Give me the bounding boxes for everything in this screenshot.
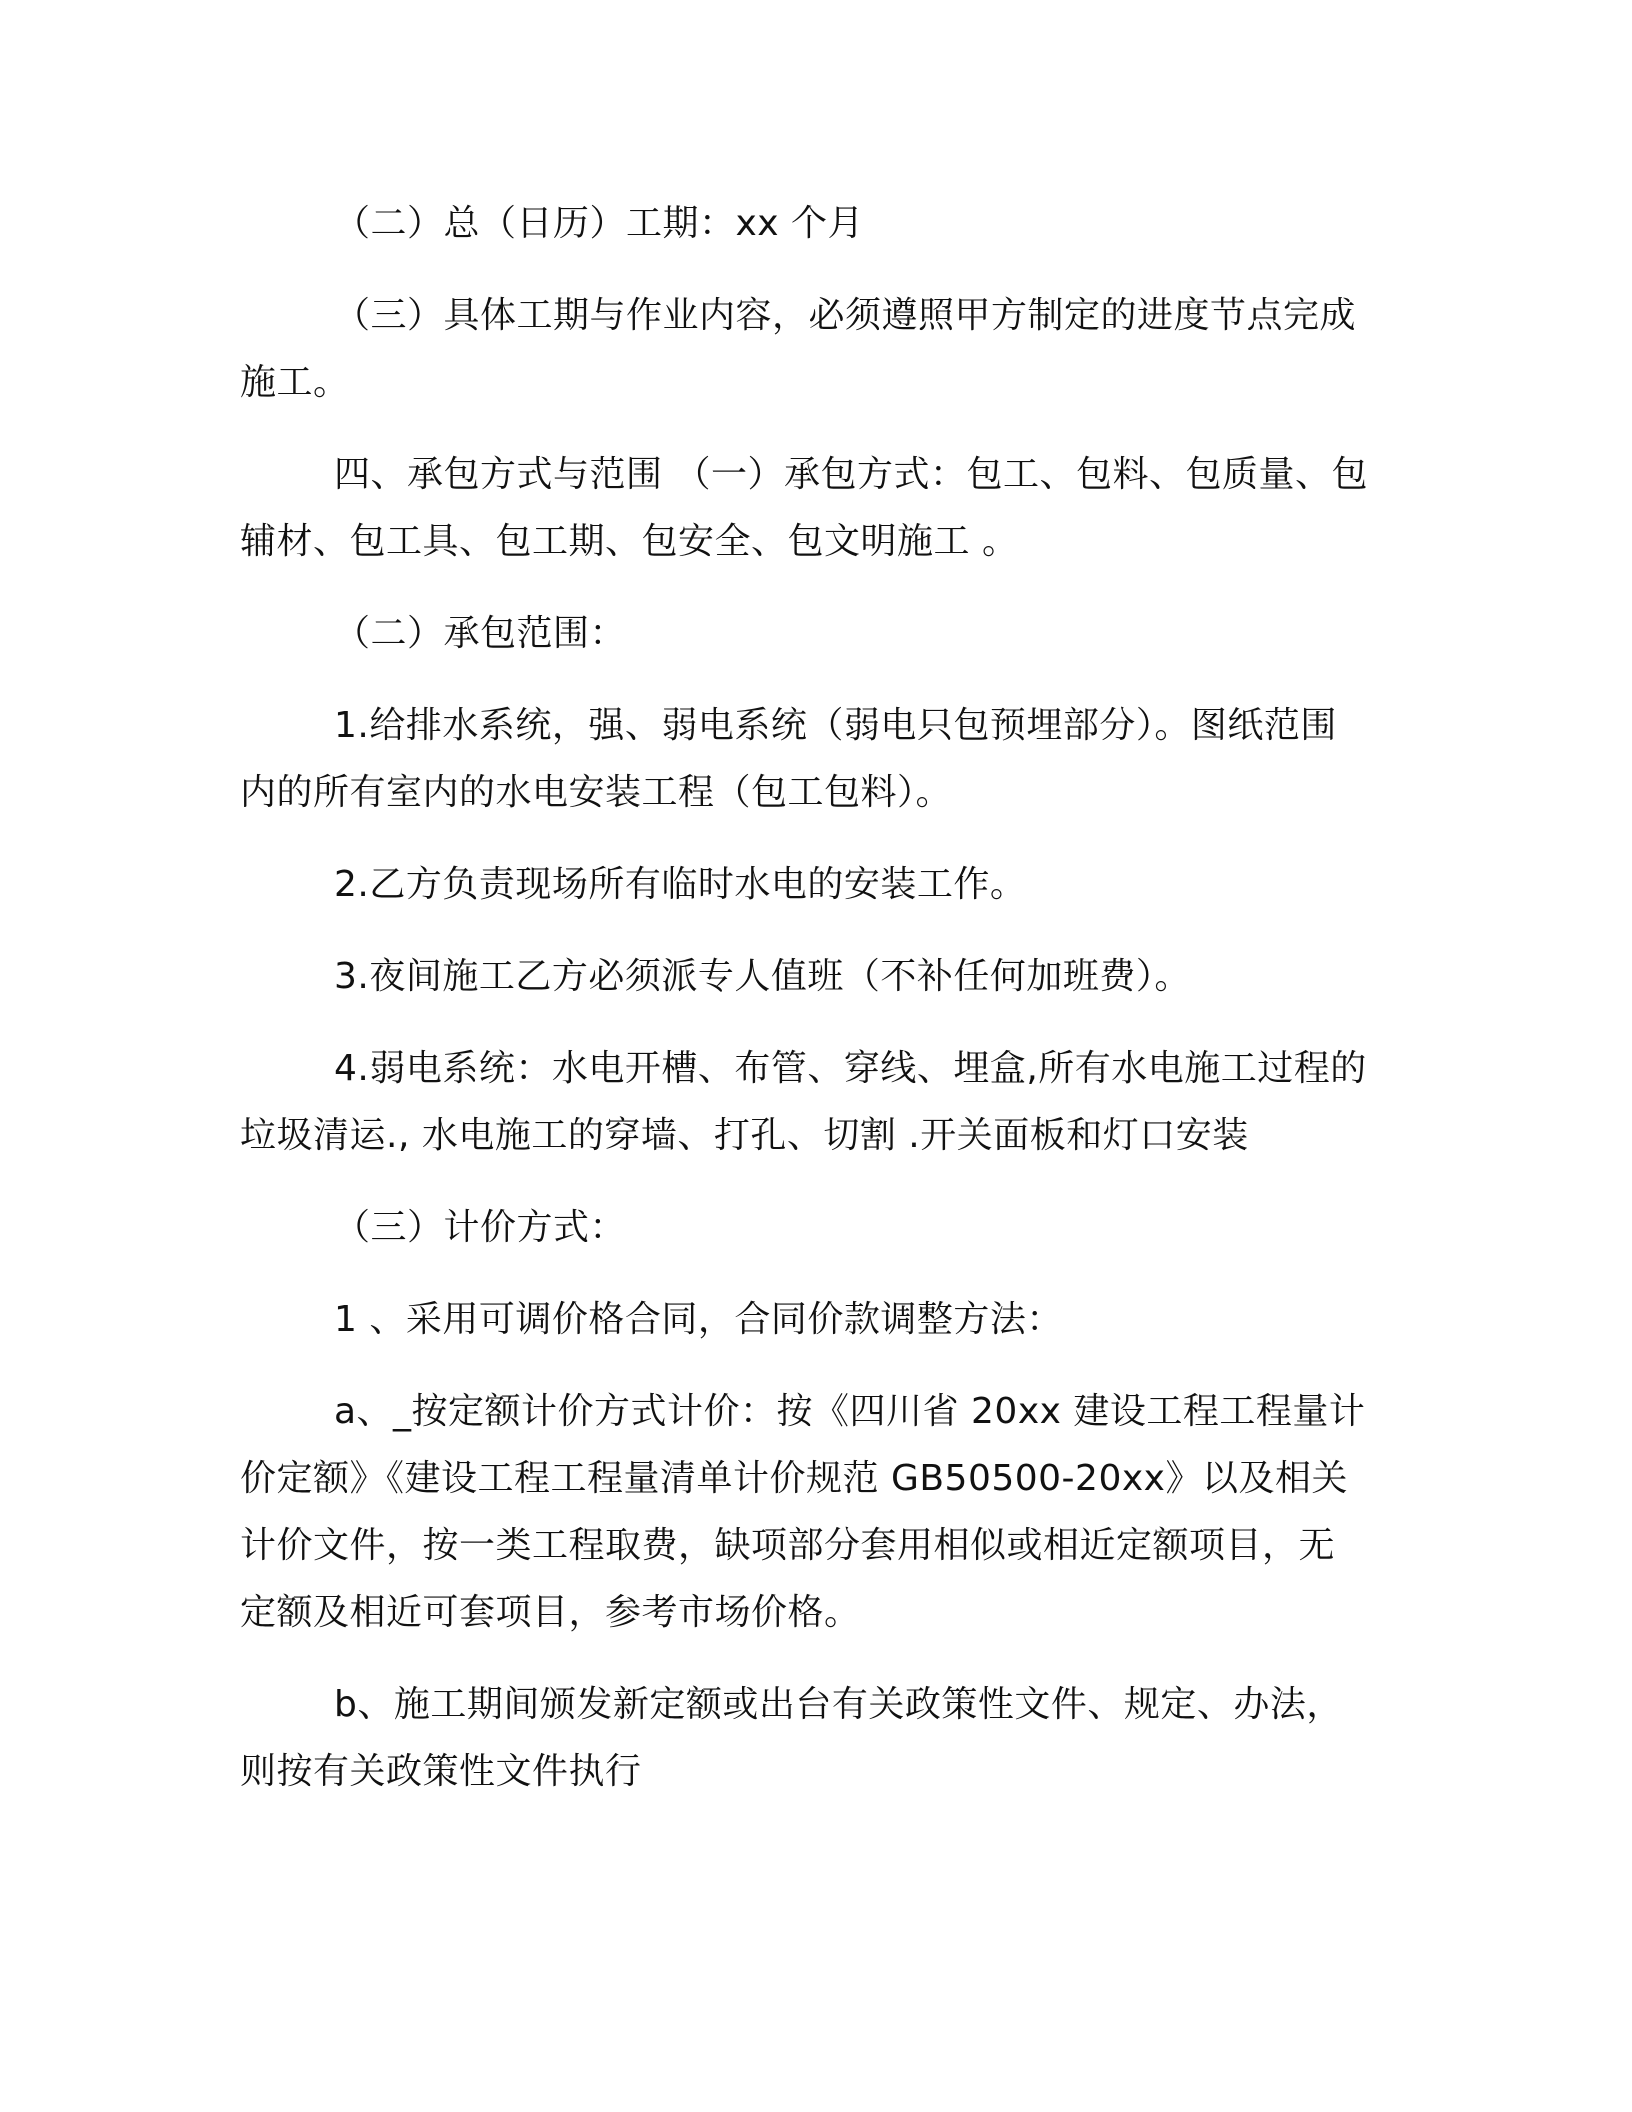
text-line: 3.夜间施工乙方必须派专人值班（不补任何加班费）。 [334, 956, 1191, 997]
text-line: 垃圾清运., 水电施工的穿墙、打孔、切割 .开关面板和灯口安装 [240, 1115, 1249, 1156]
text-line: 则按有关政策性文件执行 [240, 1751, 642, 1792]
paragraph-pricing-item-b [240, 1671, 1390, 1805]
paragraph-specific-schedule [240, 282, 1390, 416]
text-line: 辅材、包工具、包工期、包安全、包文明施工 。 [240, 521, 1019, 562]
text-line: 计价文件，按一类工程取费，缺项部分套用相似或相近定额项目，无 [240, 1525, 1336, 1566]
text-line: （三）具体工期与作业内容，必须遵照甲方制定的进度节点完成 [334, 295, 1357, 336]
paragraph-contract-method [240, 441, 1390, 575]
document-body [240, 190, 1390, 1830]
text-line: a、_按定额计价方式计价：按《四川省 20xx 建设工程工程量计 [334, 1391, 1366, 1432]
paragraph-contract-scope-heading [240, 600, 1390, 667]
text-line: 内的所有室内的水电安装工程（包工包料）。 [240, 772, 953, 813]
text-line: 4.弱电系统：水电开槽、布管、穿线、埋盒,所有水电施工过程的 [334, 1048, 1367, 1089]
paragraph-pricing-item-1 [240, 1286, 1390, 1353]
text-line: 1.给排水系统，强、弱电系统（弱电只包预埋部分）。图纸范围 [334, 705, 1337, 746]
text-line: 价定额》《建设工程工程量清单计价规范 GB50500-20xx》以及相关 [240, 1458, 1348, 1499]
paragraph-total-duration [240, 190, 1390, 257]
paragraph-pricing-heading [240, 1194, 1390, 1261]
text-line: （二）承包范围： [334, 613, 627, 654]
paragraph-pricing-item-a [240, 1378, 1390, 1646]
text-line: （三）计价方式： [334, 1207, 627, 1248]
text-line: b、施工期间颁发新定额或出台有关政策性文件、规定、办法， [334, 1684, 1343, 1725]
paragraph-scope-item-4 [240, 1035, 1390, 1169]
text-line: 定额及相近可套项目，参考市场价格。 [240, 1592, 861, 1633]
paragraph-scope-item-1 [240, 692, 1390, 826]
paragraph-scope-item-2 [240, 851, 1390, 918]
text-line: 施工。 [240, 362, 350, 403]
text-line: 1 、采用可调价格合同，合同价款调整方法： [334, 1299, 1063, 1340]
text-line: 2.乙方负责现场所有临时水电的安装工作。 [334, 864, 1027, 905]
text-line: （二）总（日历）工期：xx 个月 [334, 203, 865, 244]
text-line: 四、承包方式与范围 （一）承包方式：包工、包料、包质量、包 [334, 454, 1368, 495]
paragraph-scope-item-3 [240, 943, 1390, 1010]
